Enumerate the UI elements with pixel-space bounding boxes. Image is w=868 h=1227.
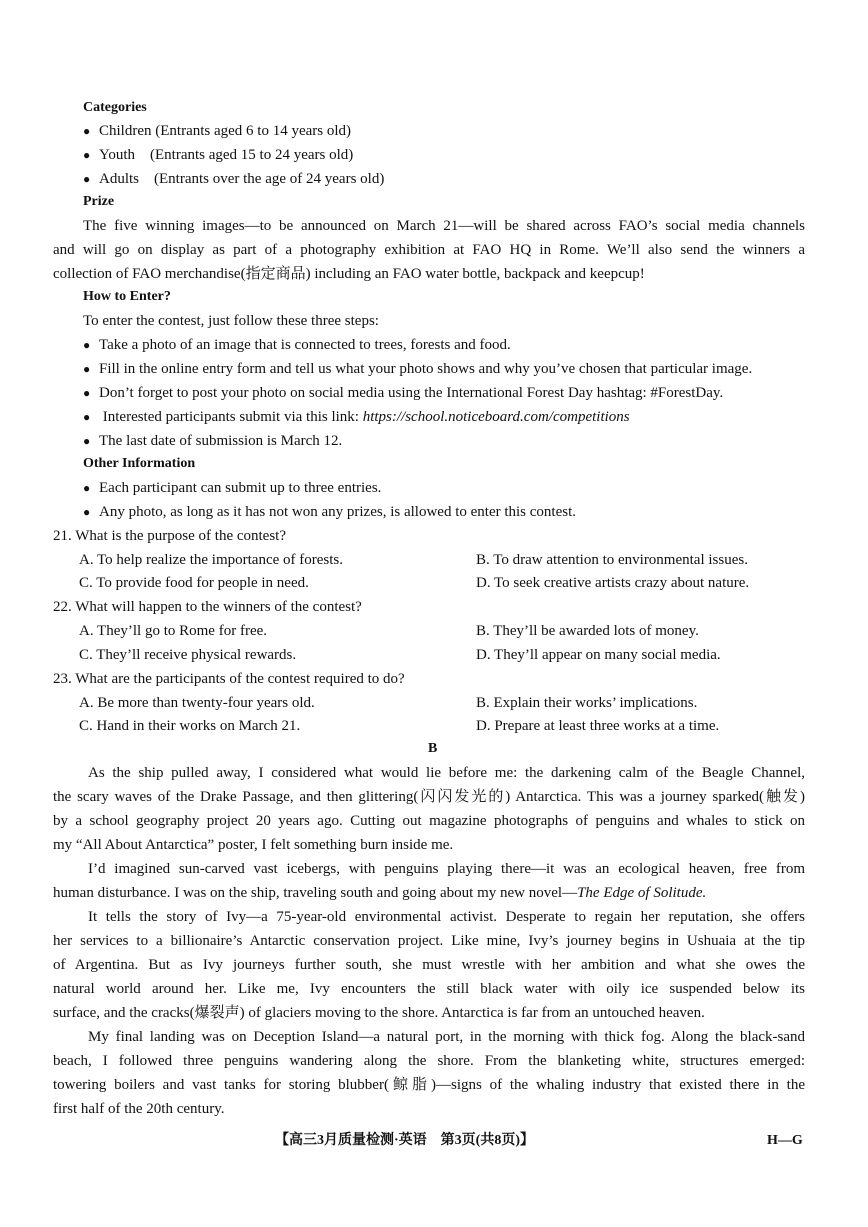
list-item: ● Don’t forget to post your photo on social media using the International Forest Day hashtag: #ForestDay. — [83, 383, 723, 403]
option-b: B. Explain their works’ implications. — [476, 695, 698, 711]
paragraph-line: my “All About Antarctica” poster, I felt something burn inside me. — [53, 837, 454, 853]
paragraph-line: My final landing was on Deception Island—a natural port, in the morning with thick fog. Along the black-sand — [88, 1029, 805, 1045]
option-c: C. Hand in their works on March 21. — [79, 718, 301, 734]
list-item: ● The last date of submission is March 12. — [83, 431, 342, 451]
list-item: ● Children (Entrants aged 6 to 14 years old) — [83, 121, 351, 141]
paragraph-line: natural world around her. Like me, Ivy encounters the still black water with oily ice suspended below its — [53, 981, 805, 997]
section-b-heading: B — [428, 741, 438, 756]
novel-title: The Edge of Solitude. — [577, 885, 707, 901]
paragraph-line: The five winning images—to be announced on March 21—will be shared across FAO’s social media channels — [83, 218, 805, 234]
paragraph-line: her services to a billionaire’s Antarctic conservation project. Like mine, Ivy’s journey begins in Ushuaia at the tip — [53, 933, 805, 949]
option-b: B. To draw attention to environmental issues. — [476, 552, 748, 568]
how-to-enter-intro: To enter the contest, just follow these three steps: — [83, 313, 379, 329]
option-c: C. They’ll receive physical rewards. — [79, 647, 297, 663]
list-item: ● Youth (Entrants aged 15 to 24 years old) — [83, 145, 353, 165]
paragraph-line: by a school geography project 20 years ago. Cutting out magazine photographs of penguins and whales to stick on — [53, 813, 805, 829]
paragraph-line: I’d imagined sun-carved vast icebergs, with penguins playing there—it was an ecological heaven, free from — [88, 861, 805, 877]
list-item: ● Any photo, as long as it has not won any prizes, is allowed to enter this contest. — [83, 502, 576, 522]
question-stem: 23. What are the participants of the contest required to do? — [53, 671, 405, 687]
option-d: D. To seek creative artists crazy about nature. — [476, 575, 750, 591]
question-stem: 21. What is the purpose of the contest? — [53, 528, 286, 544]
question-stem: 22. What will happen to the winners of the contest? — [53, 599, 362, 615]
paragraph-line: first half of the 20th century. — [53, 1101, 225, 1117]
how-to-enter-heading: How to Enter? — [83, 289, 171, 304]
list-item-link — [83, 407, 630, 427]
list-item: ● Adults (Entrants over the age of 24 years old) — [83, 169, 384, 189]
paragraph-line: towering boilers and vast tanks for storing blubber(鲸脂)—signs of the whaling industry that existed there in the — [53, 1077, 805, 1093]
submission-link[interactable]: https://school.noticeboard.com/competitions — [362, 409, 630, 425]
page-footer: 【高三3月质量检测·英语 第3页(共8页)】 — [275, 1133, 534, 1148]
paragraph-line: surface, and the cracks(爆裂声) of glaciers moving to the shore. Antarctica is far from an untouched heaven. — [53, 1005, 705, 1021]
paragraph-line: and will go on display as part of a photography exhibition at FAO HQ in Rome. We’ll also send the winners a — [53, 242, 805, 258]
option-c: C. To provide food for people in need. — [79, 575, 309, 591]
paper-code: H—G — [767, 1133, 803, 1148]
list-item: ● Take a photo of an image that is connected to trees, forests and food. — [83, 335, 511, 355]
list-item: ● Fill in the online entry form and tell us what your photo shows and why you’ve chosen that particular image. — [83, 359, 752, 379]
paragraph-line: of Argentina. But as Ivy journeys further south, she must wrestle with her ambition and what she owes the — [53, 957, 805, 973]
option-a: A. To help realize the importance of forests. — [79, 552, 343, 568]
paragraph-line: the scary waves of the Drake Passage, and then glittering(闪闪发光的) Antarctica. This was a journey sparked(触发) — [53, 789, 805, 805]
other-info-heading: Other Information — [83, 456, 196, 471]
paragraph-line-with-title — [53, 883, 706, 903]
paragraph-line: As the ship pulled away, I considered what would lie before me: the darkening calm of the Beagle Channel, — [88, 765, 805, 781]
categories-heading: Categories — [83, 100, 147, 115]
link-prefix: Interested participants submit via this link: — [102, 409, 359, 425]
paragraph-line: beach, I followed three penguins wandering along the shore. From the blanketing white, structures emerged: — [53, 1053, 805, 1069]
option-a: A. Be more than twenty-four years old. — [79, 695, 315, 711]
paragraph-text: human disturbance. I was on the ship, traveling south and going about my new novel— — [53, 885, 578, 901]
list-item: ● Each participant can submit up to three entries. — [83, 478, 381, 498]
option-a: A. They’ll go to Rome for free. — [79, 623, 268, 639]
prize-heading: Prize — [83, 194, 115, 209]
option-d: D. They’ll appear on many social media. — [476, 647, 721, 663]
option-d: D. Prepare at least three works at a time. — [476, 718, 720, 734]
option-b: B. They’ll be awarded lots of money. — [476, 623, 699, 639]
paragraph-line: collection of FAO merchandise(指定商品) including an FAO water bottle, backpack and keepcup! — [53, 266, 645, 282]
paragraph-line: It tells the story of Ivy—a 75-year-old environmental activist. Desperate to regain her reputation, she offers — [88, 909, 805, 925]
